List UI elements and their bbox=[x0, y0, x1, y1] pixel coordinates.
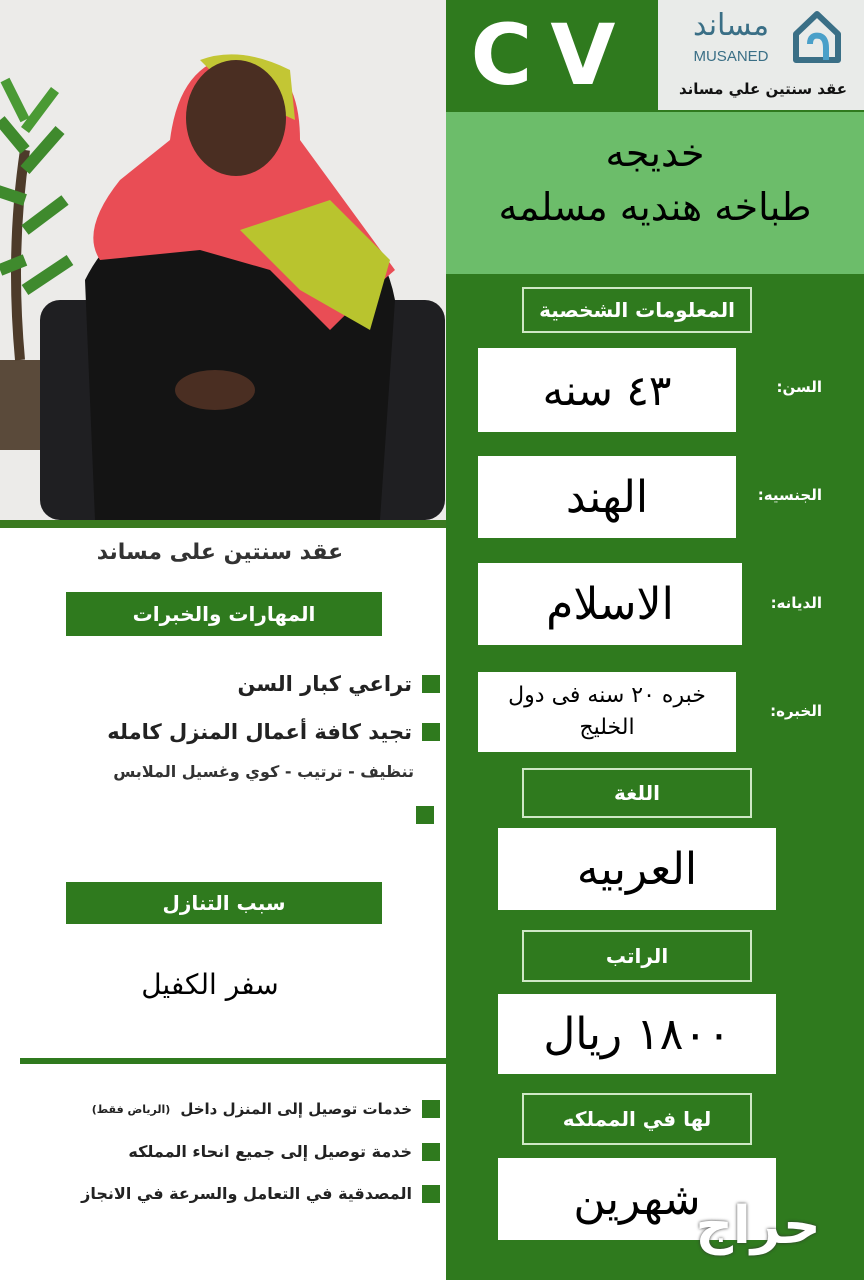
contract-heading: عقد سنتين على مساند bbox=[96, 540, 344, 565]
skill-text: تجيد كافة أعمال المنزل كامله bbox=[107, 720, 412, 744]
age-value: ٤٣ سنه bbox=[478, 348, 736, 432]
nationality-label: الجنسيه: bbox=[757, 486, 822, 504]
reason-value: سفر الكفيل bbox=[141, 968, 279, 1001]
bullet-square-icon bbox=[422, 675, 440, 693]
watermark: حراج bbox=[695, 1196, 821, 1256]
age-label: السن: bbox=[776, 378, 822, 396]
service-text: المصدقية في التعامل والسرعة في الانجاز bbox=[81, 1184, 412, 1203]
logo-arabic-text: مساند bbox=[692, 8, 770, 43]
service-item bbox=[30, 1100, 440, 1118]
bullet-square-icon bbox=[422, 1143, 440, 1161]
service-text: خدمة توصيل إلى جميع انحاء المملكه bbox=[128, 1142, 412, 1161]
house-icon bbox=[790, 8, 844, 66]
cv-title: CV bbox=[448, 0, 656, 110]
bullet-square-icon bbox=[416, 806, 434, 824]
reason-title: سبب التنازل bbox=[66, 882, 382, 924]
skill-item bbox=[40, 672, 440, 696]
salary-value: ١٨٠٠ ريال bbox=[498, 994, 776, 1074]
service-item bbox=[30, 1184, 440, 1203]
divider bbox=[20, 1058, 446, 1064]
language-title: اللغة bbox=[522, 768, 752, 818]
service-text: خدمات توصيل إلى المنزل داخل bbox=[180, 1100, 412, 1118]
nationality-value: الهند bbox=[478, 456, 736, 538]
religion-label: الديانه: bbox=[770, 594, 822, 612]
experience-value: خبره ٢٠ سنه فى دول الخليج bbox=[478, 672, 736, 752]
experience-label: الخبره: bbox=[770, 702, 822, 720]
bullet-square-icon bbox=[422, 723, 440, 741]
in-kingdom-value: شهرين bbox=[498, 1158, 776, 1240]
in-kingdom-title: لها في المملكه bbox=[522, 1093, 752, 1145]
worker-subtitle: طباخه هنديه مسلمه bbox=[498, 185, 812, 229]
bullet-square-icon bbox=[422, 1100, 440, 1118]
logo-tagline: عقد سنتين علي مساند bbox=[678, 80, 848, 98]
name-banner bbox=[446, 112, 864, 274]
musaned-logo bbox=[658, 0, 864, 110]
skill-text: تراعي كبار السن bbox=[237, 672, 412, 696]
salary-title: الراتب bbox=[522, 930, 752, 982]
skill-item bbox=[40, 720, 440, 744]
skill-detail: تنظيف - ترتيب - كوي وغسيل الملابس bbox=[113, 762, 414, 781]
profile-photo bbox=[0, 0, 446, 520]
service-note: (الرياض فقط) bbox=[91, 1102, 171, 1116]
language-value: العربيه bbox=[498, 828, 776, 910]
bullet-square-icon bbox=[422, 1185, 440, 1203]
personal-info-title: المعلومات الشخصية bbox=[522, 287, 752, 333]
religion-value: الاسلام bbox=[478, 563, 742, 645]
service-item bbox=[30, 1142, 440, 1161]
worker-name: خديجه bbox=[605, 131, 705, 175]
skills-title: المهارات والخبرات bbox=[66, 592, 382, 636]
logo-english-text: MUSANED bbox=[693, 48, 769, 65]
